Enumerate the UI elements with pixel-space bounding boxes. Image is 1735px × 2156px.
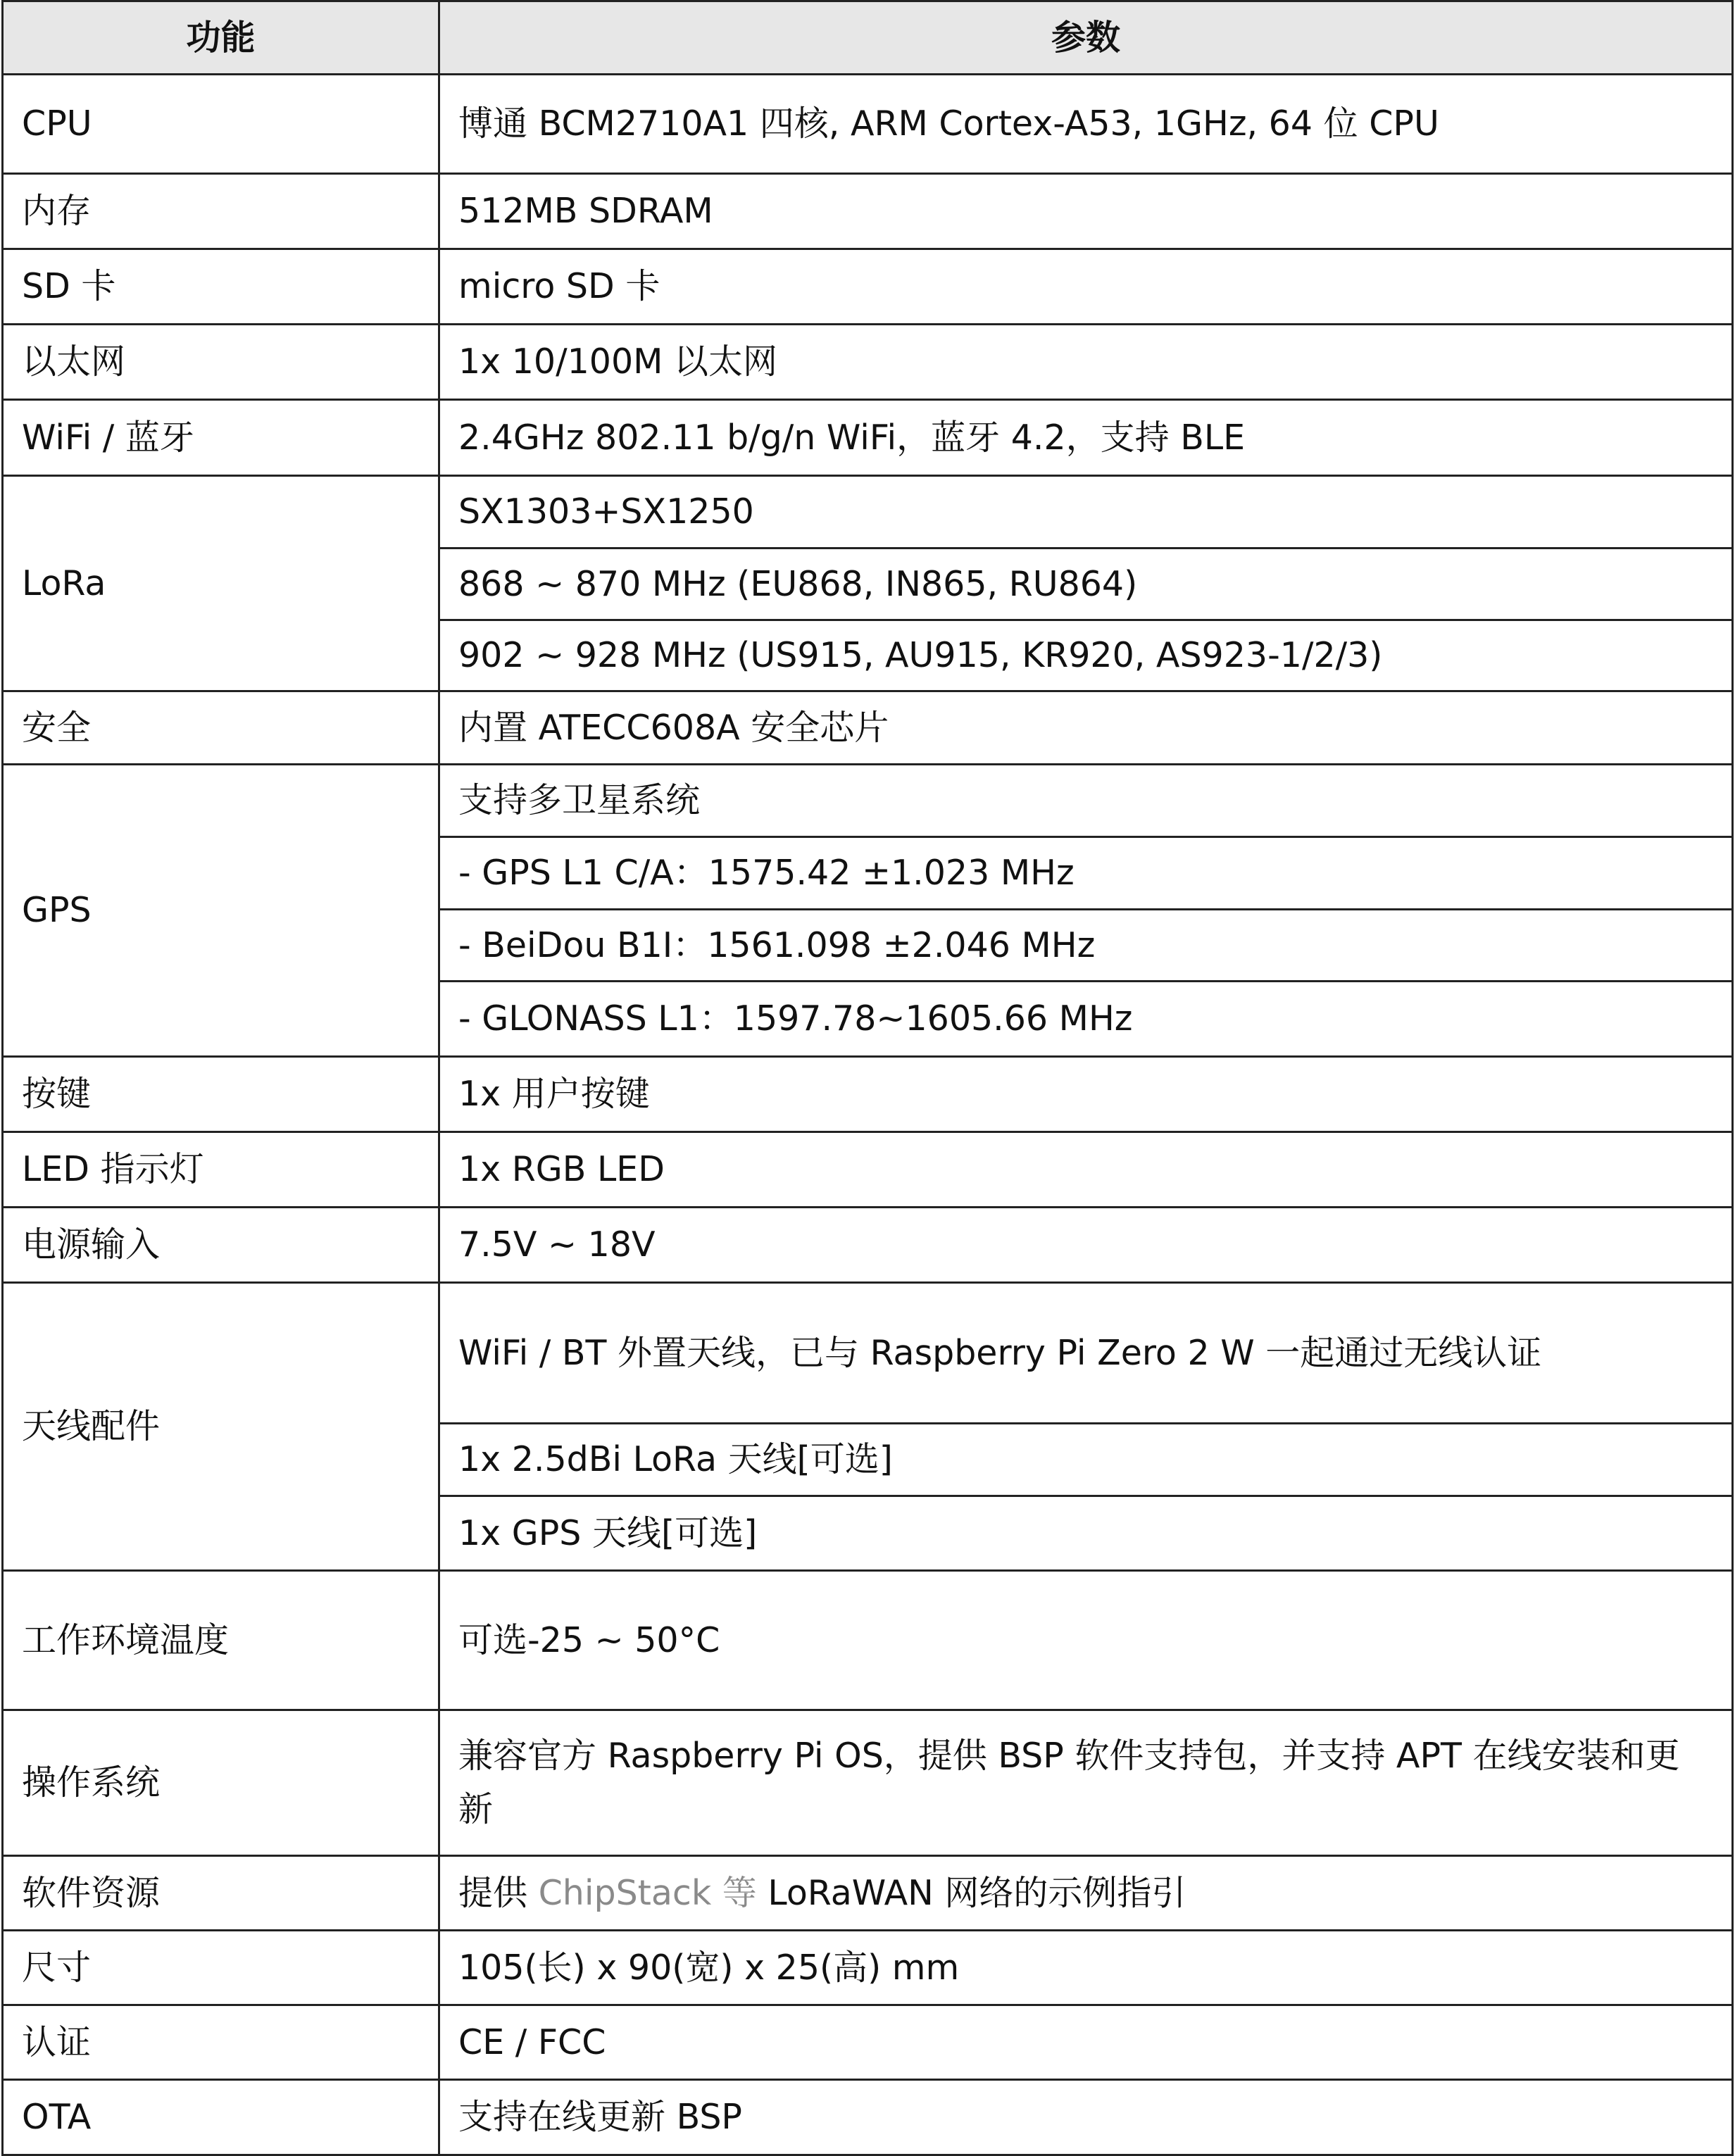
- table-row: [3, 174, 1733, 249]
- row-label: 按键: [3, 1057, 439, 1132]
- spec-table: [1, 0, 1734, 2156]
- row-label: 天线配件: [3, 1283, 439, 1571]
- header-feature: 功能: [3, 1, 439, 75]
- table-row: [3, 2005, 1733, 2080]
- row-value: 1x 10/100M 以太网: [439, 325, 1733, 400]
- row-value: 可选-25 ~ 50°C: [439, 1571, 1733, 1710]
- row-value: - GLONASS L1：1597.78~1605.66 MHz: [439, 982, 1733, 1057]
- table-row: [3, 1283, 1733, 1424]
- row-value: - BeiDou B1I：1561.098 ±2.046 MHz: [439, 910, 1733, 982]
- row-value: 2.4GHz 802.11 b/g/n WiFi，蓝牙 4.2，支持 BLE: [439, 400, 1733, 476]
- row-label: 认证: [3, 2005, 439, 2080]
- software-suffix: LoRaWAN 网络的示例指引: [756, 1872, 1186, 1913]
- row-label: LED 指示灯: [3, 1132, 439, 1208]
- row-value: [439, 1856, 1733, 1931]
- row-value: 兼容官方 Raspberry Pi OS，提供 BSP 软件支持包，并支持 APT 在线安装和更新: [439, 1710, 1733, 1856]
- header-params: 参数: [439, 1, 1733, 75]
- table-row: [3, 691, 1733, 765]
- row-label: 软件资源: [3, 1856, 439, 1931]
- row-label: 内存: [3, 174, 439, 249]
- table-row: [3, 1856, 1733, 1931]
- row-label: 尺寸: [3, 1931, 439, 2005]
- table-row: [3, 1571, 1733, 1710]
- table-row: [3, 765, 1733, 837]
- row-value: CE / FCC: [439, 2005, 1733, 2080]
- row-value: 1x GPS 天线[可选]: [439, 1496, 1733, 1571]
- table-row: [3, 2080, 1733, 2155]
- row-value: 1x RGB LED: [439, 1132, 1733, 1208]
- row-label: WiFi / 蓝牙: [3, 400, 439, 476]
- row-value: SX1303+SX1250: [439, 476, 1733, 549]
- table-row: [3, 1931, 1733, 2005]
- row-label: 电源输入: [3, 1208, 439, 1283]
- table-row: [3, 249, 1733, 325]
- row-value: 1x 用户按键: [439, 1057, 1733, 1132]
- table-row: [3, 400, 1733, 476]
- table-row: [3, 476, 1733, 549]
- row-label: SD 卡: [3, 249, 439, 325]
- software-prefix: 提供: [458, 1872, 539, 1913]
- table-row: [3, 1057, 1733, 1132]
- row-value: 博通 BCM2710A1 四核, ARM Cortex-A53, 1GHz, 64 位 CPU: [439, 75, 1733, 174]
- row-label: GPS: [3, 765, 439, 1057]
- row-value: - GPS L1 C/A：1575.42 ±1.023 MHz: [439, 837, 1733, 910]
- chipstack-hint: ChipStack 等: [538, 1872, 757, 1913]
- table-row: [3, 1132, 1733, 1208]
- row-value: 支持在线更新 BSP: [439, 2080, 1733, 2155]
- row-value: 902 ~ 928 MHz (US915, AU915, KR920, AS923-1/2/3): [439, 620, 1733, 691]
- row-value: 868 ~ 870 MHz (EU868, IN865, RU864): [439, 549, 1733, 620]
- row-label: CPU: [3, 75, 439, 174]
- row-value: 内置 ATECC608A 安全芯片: [439, 691, 1733, 765]
- table-row: [3, 1710, 1733, 1856]
- table-row: [3, 325, 1733, 400]
- row-label: 安全: [3, 691, 439, 765]
- row-value: 支持多卫星系统: [439, 765, 1733, 837]
- row-label: LoRa: [3, 476, 439, 691]
- row-value: WiFi / BT 外置天线，已与 Raspberry Pi Zero 2 W 一起通过无线认证: [439, 1283, 1733, 1424]
- table-row: [3, 1208, 1733, 1283]
- row-label: 以太网: [3, 325, 439, 400]
- row-value: 7.5V ~ 18V: [439, 1208, 1733, 1283]
- row-value: micro SD 卡: [439, 249, 1733, 325]
- row-label: OTA: [3, 2080, 439, 2155]
- row-value: 105(长) x 90(宽) x 25(高) mm: [439, 1931, 1733, 2005]
- row-value: 512MB SDRAM: [439, 174, 1733, 249]
- table-row: [3, 75, 1733, 174]
- row-label: 工作环境温度: [3, 1571, 439, 1710]
- row-label: 操作系统: [3, 1710, 439, 1856]
- header-row: [3, 1, 1733, 75]
- row-value: 1x 2.5dBi LoRa 天线[可选]: [439, 1424, 1733, 1496]
